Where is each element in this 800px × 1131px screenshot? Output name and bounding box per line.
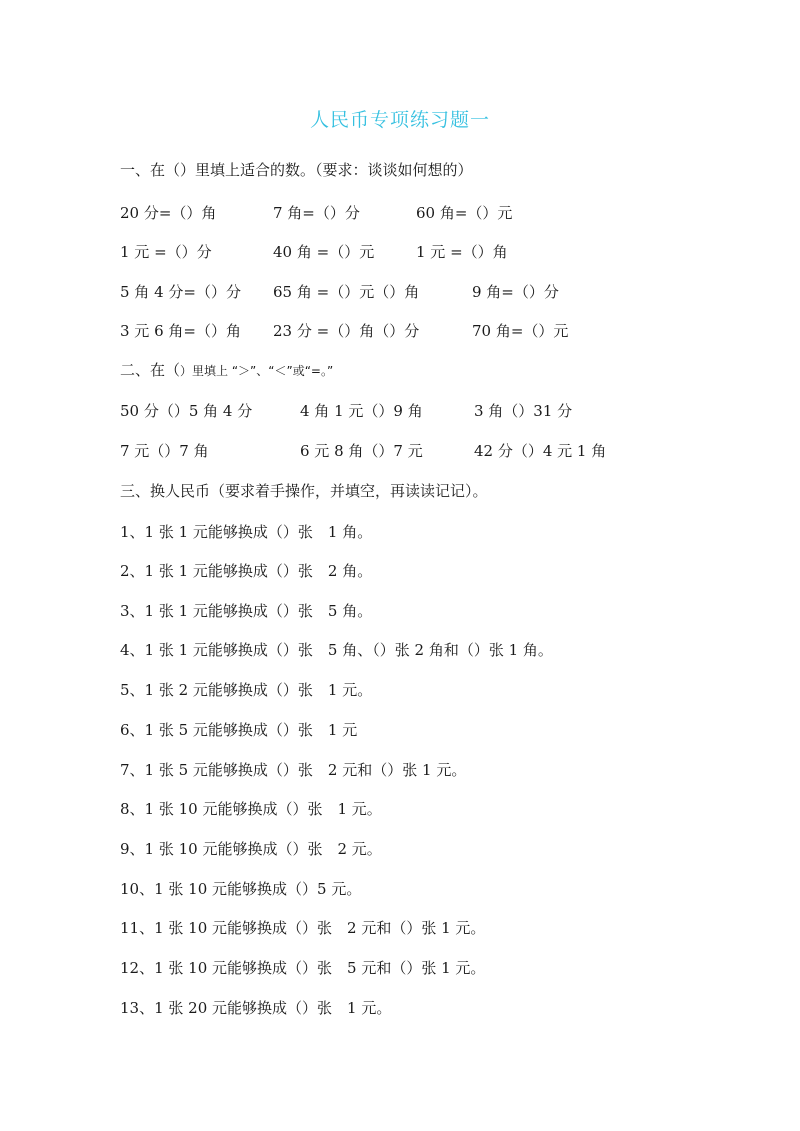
s2-q-2-3: 42 分（）4 元 1 角 — [474, 442, 607, 460]
section2-heading-rest: ）里填上 “＞”、“＜”或“=。” — [180, 364, 334, 378]
s2-q-1-1: 50 分（）5 角 4 分 — [120, 402, 253, 420]
s2-q-2-2: 6 元 8 角（）7 元 — [300, 442, 423, 460]
section2-heading-prefix: 二、在（ — [120, 361, 181, 379]
s3-item-4: 4、1 张 1 元能够换成（）张 5 角、（）张 2 角和（）张 1 角。 — [120, 641, 553, 659]
s3-item-8: 8、1 张 10 元能够换成（）张 1 元。 — [120, 800, 382, 818]
s3-item-2: 2、1 张 1 元能够换成（）张 2 角。 — [120, 562, 373, 580]
s1-q-2-3: 1 元 =（）角 — [416, 243, 508, 261]
section2-heading — [120, 360, 333, 381]
s2-q-2-1: 7 元（）7 角 — [120, 442, 209, 460]
section1-heading: 一、在（）里填上适合的数。（要求：谈谈如何想的） — [120, 161, 473, 179]
s1-q-3-3: 9 角=（）分 — [472, 283, 559, 301]
page-title: 人民币专项练习题一 — [309, 109, 490, 131]
s1-q-4-1: 3 元 6 角=（）角 — [120, 322, 241, 340]
s3-item-10: 10、1 张 10 元能够换成（）5 元。 — [120, 880, 362, 898]
s1-q-1-1: 20 分=（）角 — [120, 204, 217, 222]
s1-q-2-2: 40 角 =（）元 — [273, 243, 375, 261]
s1-q-4-2: 23 分 =（）角（）分 — [273, 322, 420, 340]
s2-q-1-3: 3 角（）31 分 — [474, 402, 573, 420]
s3-item-3: 3、1 张 1 元能够换成（）张 5 角。 — [120, 602, 373, 620]
s3-item-6: 6、1 张 5 元能够换成（）张 1 元 — [120, 721, 358, 739]
s1-q-1-3: 60 角=（）元 — [416, 204, 513, 222]
s1-q-4-3: 70 角=（）元 — [472, 322, 569, 340]
s2-q-1-2: 4 角 1 元（）9 角 — [300, 402, 423, 420]
s1-q-3-2: 65 角 =（）元（）角 — [273, 283, 420, 301]
s1-q-1-2: 7 角=（）分 — [273, 204, 360, 222]
s3-item-5: 5、1 张 2 元能够换成（）张 1 元。 — [120, 681, 373, 699]
s3-item-12: 12、1 张 10 元能够换成（）张 5 元和（）张 1 元。 — [120, 959, 486, 977]
s1-q-3-1: 5 角 4 分=（）分 — [120, 283, 241, 301]
section3-heading: 三、换人民币（要求着手操作，并填空，再读读记记）。 — [120, 482, 488, 500]
s3-item-9: 9、1 张 10 元能够换成（）张 2 元。 — [120, 840, 382, 858]
s3-item-7: 7、1 张 5 元能够换成（）张 2 元和（）张 1 元。 — [120, 761, 467, 779]
s3-item-1: 1、1 张 1 元能够换成（）张 1 角。 — [120, 523, 373, 541]
s3-item-11: 11、1 张 10 元能够换成（）张 2 元和（）张 1 元。 — [120, 919, 486, 937]
s3-item-13: 13、1 张 20 元能够换成（）张 1 元。 — [120, 999, 392, 1017]
s1-q-2-1: 1 元 =（）分 — [120, 243, 212, 261]
